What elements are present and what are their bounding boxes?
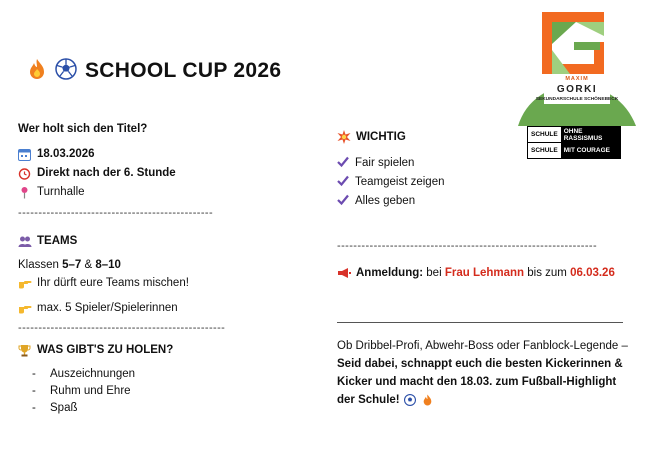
classes-line [18,258,121,272]
teams-heading-row [18,234,77,248]
promo-line-3: Kicker und macht den 18.03. zum Fußball-Highlight [337,376,617,388]
checkmark-icon [337,175,349,189]
rule-list-item: Alles geben [337,194,415,208]
classes-and: & [81,259,96,271]
prize-list-item: - Auszeichnungen [32,368,136,380]
promo-line-4: der Schule! [337,394,400,406]
promo-text [337,337,628,409]
mix-note-row [18,276,189,290]
important-heading-row [337,130,406,144]
registration-date: 06.03.26 [570,267,615,279]
trophy-icon [18,344,31,357]
logo-school-name: SEKUNDARSCHULE SCHÖNEBECK [535,97,619,102]
place-value: Turnhalle [37,186,85,198]
mix-note: Ihr dürft eure Teams mischen! [37,277,189,289]
classes-range-a: 5–7 [62,259,82,271]
checkmark-icon [337,194,349,208]
page-title: SCHOOL CUP 2026 [85,58,282,82]
divider-3: ---------------------------------------------------------------- [337,240,598,252]
max-note-row [18,301,178,315]
teams-heading: TEAMS [37,235,78,247]
important-heading: WICHTIG [356,131,406,143]
megaphone-icon [337,267,350,280]
classes-prefix: Klassen [18,259,63,271]
registration-mid: bei [423,267,445,279]
registration-label: Anmeldung: [356,267,424,279]
time-row [18,166,176,180]
logo-name-big: GORKI [556,84,598,95]
classes-range-b: 8–10 [95,259,121,271]
courage-sticker: SCHULE OHNE RASSISMUS SCHULE MIT COURAGE [527,126,621,159]
fire-icon [27,58,47,83]
people-icon [18,235,31,248]
checkmark-icon [337,156,349,170]
prize-list-item: - Ruhm und Ehre [32,385,131,397]
time-value: Direkt nach der 6. Stunde [37,167,176,179]
place-row [18,185,85,199]
registration-row [337,266,615,280]
registration-until: bis zum [524,267,571,279]
rule-list-item: Teamgeist zeigen [337,175,445,189]
date-row [18,147,95,161]
registration-person: Frau Lehmann [444,267,525,279]
fire-icon [421,394,434,407]
alarm-clock-icon [18,167,31,180]
collision-icon [337,131,350,144]
question-text: Wer holt sich den Titel? [18,123,148,135]
pointing-hand-icon [18,302,31,315]
divider-2: --------------------------------------------------- [18,322,226,334]
prizes-heading-row [18,343,173,357]
divider-line [337,322,623,323]
max-note: max. 5 Spieler/Spielerinnen [37,302,178,314]
rule-list-item: Fair spielen [337,156,414,170]
prizes-heading: WAS GIBT'S ZU HOLEN? [37,344,174,356]
soccer-ball-icon [55,58,77,83]
divider-1: ------------------------------------------------ [18,207,214,219]
promo-line-1: Ob Dribbel-Profi, Abwehr-Boss oder Fanblock-Legende – [337,340,628,352]
page-title-row [27,58,281,83]
promo-line-2: Seid dabei, schnappt euch die besten Kickerinnen & [337,358,623,370]
calendar-icon [18,148,31,161]
soccer-ball-icon [404,394,417,407]
prize-list-item: - Spaß [32,402,78,414]
pointing-hand-icon [18,277,31,290]
pushpin-icon [18,186,31,199]
logo-name-small: MAXIM [565,76,589,82]
date-value: 18.03.2026 [37,148,95,160]
